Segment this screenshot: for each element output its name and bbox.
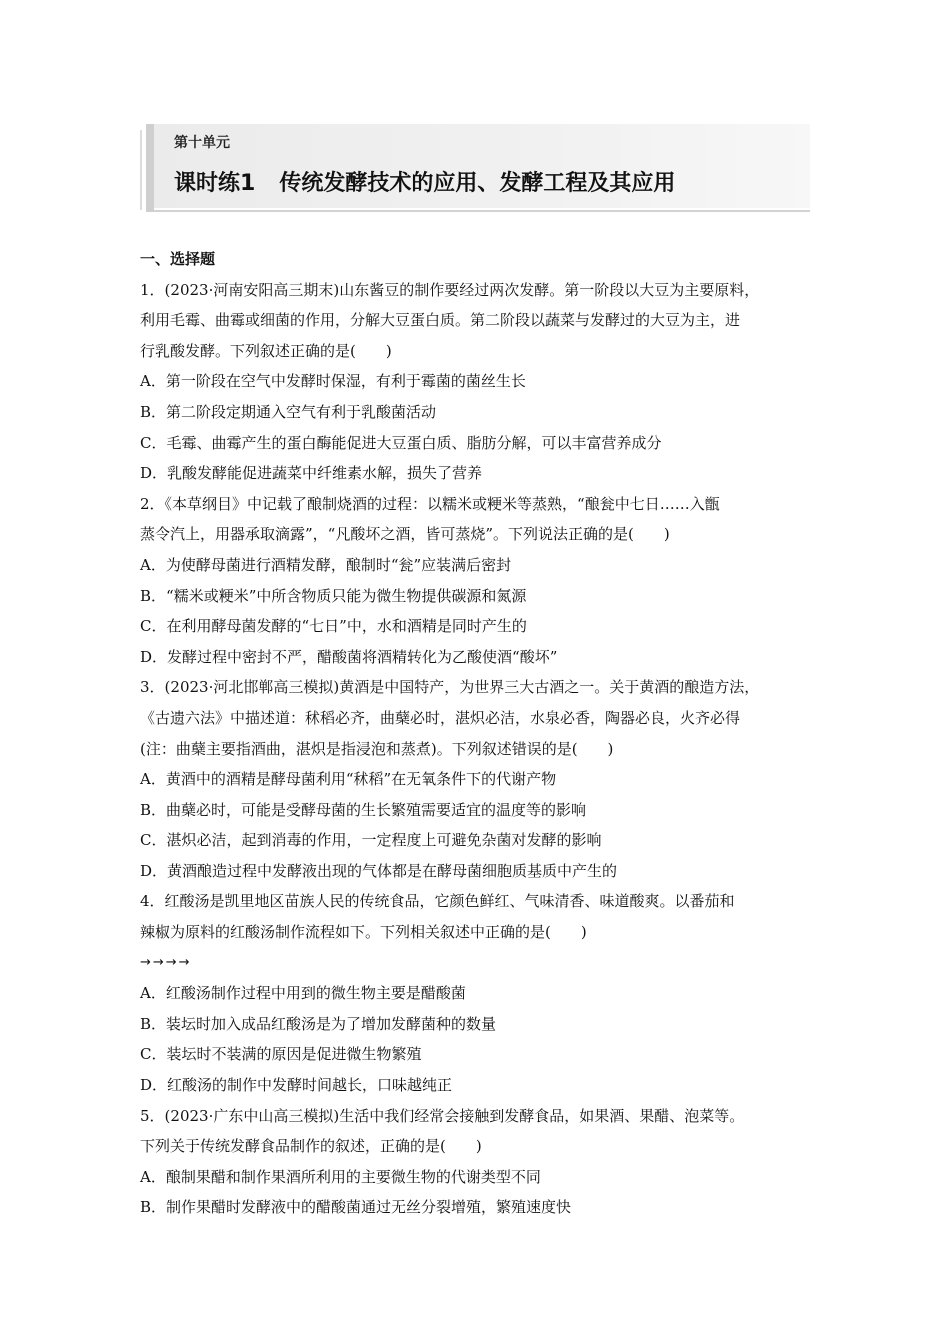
option-line: B．曲蘖必时，可能是受酵母菌的生长繁殖需要适宜的温度等的影响	[140, 800, 587, 819]
text-line: 辣椒为原料的红酸汤制作流程如下。下列相关叙述中正确的是( )	[140, 923, 587, 942]
question-content	[140, 244, 820, 1223]
option-line: A．红酸汤制作过程中用到的微生物主要是醋酸菌	[140, 984, 466, 1003]
text-line: (注：曲蘖主要指酒曲，湛炽是指浸泡和蒸煮)。下列叙述错误的是( )	[140, 739, 614, 758]
option-line: B．制作果醋时发酵液中的醋酸菌通过无丝分裂增殖，繁殖速度快	[140, 1198, 572, 1217]
text-line: 蒸令汽上，用器承取滴露”，“凡酸坏之酒，皆可蒸烧”。下列说法正确的是( )	[140, 525, 670, 544]
text-line: 1．(2023·河南安阳高三期末)山东酱豆的制作要经过两次发酵。第一阶段以大豆为主要原料，	[140, 280, 760, 299]
flow-arrows: →→→→	[140, 954, 192, 970]
text-line: 3．(2023·河北邯郸高三模拟)黄酒是中国特产，为世界三大古酒之一。关于黄酒的酿造方法，	[140, 678, 760, 697]
option-line: C．装坛时不装满的原因是促进微生物繁殖	[140, 1045, 422, 1064]
unit-banner	[140, 122, 810, 212]
option-line: D．乳酸发酵能促进蔬菜中纤维素水解，损失了营养	[140, 464, 483, 483]
banner-bottom-line	[154, 210, 810, 212]
text-line: 5．(2023·广东中山高三模拟)生活中我们经常会接触到发酵食品，如果酒、果醋、泡菜等。	[140, 1106, 745, 1125]
option-line: C．湛炽必洁，起到消毒的作用，一定程度上可避免杂菌对发酵的影响	[140, 831, 602, 850]
text-line: 行乳酸发酵。下列叙述正确的是( )	[140, 341, 392, 360]
text-line: 下列关于传统发酵食品制作的叙述，正确的是( )	[140, 1137, 482, 1156]
lesson-title: 传统发酵技术的应用、发酵工程及其应用	[279, 171, 676, 196]
page-title	[174, 166, 675, 197]
text-line: 4．红酸汤是凯里地区苗族人民的传统食品，它颜色鲜红、气味清香、味道酸爽。以番茄和	[140, 892, 735, 911]
option-line: A．为使酵母菌进行酒精发酵，酿制时“瓮”应装满后密封	[140, 555, 512, 574]
option-line: D．黄酒酿造过程中发酵液出现的气体都是在酵母菌细胞质基质中产生的	[140, 861, 618, 880]
option-line: D．红酸汤的制作中发酵时间越长，口味越纯正	[140, 1076, 453, 1095]
option-line: C．在利用酵母菌发酵的“七日”中，水和酒精是同时产生的	[140, 617, 527, 636]
banner-accent-bar	[146, 124, 154, 212]
option-line: D．发酵过程中密封不严，醋酸菌将酒精转化为乙酸使酒“酸坏”	[140, 647, 558, 666]
option-line: A．第一阶段在空气中发酵时保湿，有利于霉菌的菌丝生长	[140, 372, 526, 391]
text-line: 利用毛霉、曲霉或细菌的作用，分解大豆蛋白质。第二阶段以蔬菜与发酵过的大豆为主，进	[140, 311, 741, 330]
option-line: A．酿制果醋和制作果酒所利用的主要微生物的代谢类型不同	[140, 1167, 541, 1186]
unit-label: 第十单元	[174, 135, 230, 151]
text-line: 2．《本草纲目》中记载了酿制烧酒的过程：以糯米或粳米等蒸熟，“酿瓮中七日……入甑	[140, 494, 720, 513]
option-line: B．“糯米或粳米”中所含物质只能为微生物提供碳源和氮源	[140, 586, 527, 605]
option-line: C．毛霉、曲霉产生的蛋白酶能促进大豆蛋白质、脂肪分解，可以丰富营养成分	[140, 433, 662, 452]
option-line: A．黄酒中的酒精是酵母菌利用“秫稻”在无氧条件下的代谢产物	[140, 770, 557, 789]
section-heading: 一、选择题	[140, 250, 216, 268]
text-line: 《古遗六法》中描述道：秫稻必齐，曲蘖必时，湛炽必洁，水泉必香，陶器必良，火齐必得	[140, 708, 741, 727]
option-line: B．装坛时加入成品红酸汤是为了增加发酵菌种的数量	[140, 1014, 497, 1033]
option-line: B．第二阶段定期通入空气有利于乳酸菌活动	[140, 402, 437, 421]
lesson-number: 课时练1	[174, 171, 256, 196]
banner-left-line	[140, 130, 142, 210]
